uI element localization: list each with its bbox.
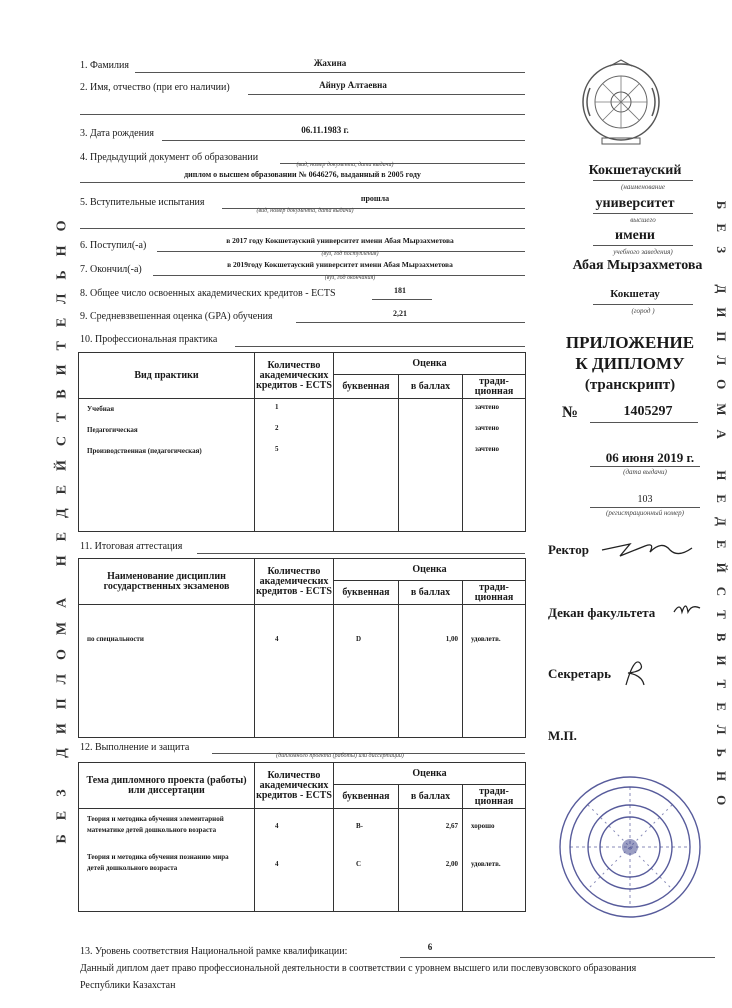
table-row: Учебная bbox=[87, 405, 115, 413]
mp-label: М.П. bbox=[548, 728, 577, 743]
entrance-value: прошла bbox=[360, 194, 390, 203]
doc-title-1: ПРИЛОЖЕНИЕ bbox=[565, 333, 695, 352]
credits-label: 8. Общее число освоенных академических кредитов - ECTS bbox=[80, 288, 336, 299]
thesis-title: 12. Выполнение и защита bbox=[80, 742, 190, 753]
rector-signature bbox=[600, 536, 695, 567]
practice-table: Вид практики Количество академических кредитов - ECTS Оценка буквенная в баллах тради-ционная Учебная Педагогическая Производственная (педагогическая) 1 2 5 зачтено зачтено зачтено bbox=[78, 352, 526, 532]
table-row: Теория и методика обучения познанию мира детей дошкольного возраста bbox=[87, 853, 229, 872]
university-name-3: имени bbox=[615, 228, 655, 243]
entrance-label: 5. Вступительные испытания bbox=[80, 197, 205, 208]
dean-label: Декан факультета bbox=[548, 605, 656, 620]
doc-title-3: (транскрипт) bbox=[584, 377, 676, 393]
vertical-warning-left: БЕЗ ДИПЛОМА НЕДЕЙСТВИТЕЛЬНО bbox=[54, 206, 69, 844]
practice-title: 10. Профессиональная практика bbox=[80, 334, 218, 345]
graduated-caption: (вуз, год окончания) bbox=[324, 275, 376, 281]
admitted-label: 6. Поступил(-а) bbox=[80, 240, 147, 251]
transcript-number: 1405297 bbox=[623, 404, 673, 419]
table-row: Теория и методика обучения элементарной математике детей дошкольного возраста bbox=[87, 815, 224, 834]
issue-date: 06 июня 2019 г. bbox=[605, 450, 695, 465]
entrance-caption: (вид, номер документа, дата выдачи) bbox=[256, 208, 354, 214]
footer-text-2: Республики Казахстан bbox=[80, 980, 176, 991]
dob-label: 3. Дата рождения bbox=[80, 128, 154, 139]
nrk-value: 6 bbox=[427, 942, 433, 952]
doc-title-2: К ДИПЛОМУ bbox=[575, 354, 685, 373]
rector-label: Ректор bbox=[548, 542, 589, 557]
thesis-caption: (дипломного проекта (работы) или диссертации) bbox=[276, 753, 404, 759]
prev-doc-value: диплом о высшем образовании № 0646276, выданный в 2005 году bbox=[184, 170, 421, 179]
credits-value: 181 bbox=[394, 286, 406, 295]
graduated-label: 7. Окончил(-а) bbox=[80, 264, 142, 275]
seal-stamp-icon bbox=[555, 772, 705, 922]
gpa-label: 9. Средневзвешенная оценка (GPA) обучения bbox=[80, 311, 273, 322]
graduated-value: в 2019году Кокшетауский университет имени Абая Мырзахметова bbox=[227, 260, 453, 269]
admitted-caption: (вуз, год поступления) bbox=[321, 251, 379, 257]
reg-number: 103 bbox=[637, 494, 653, 505]
vertical-warning-right: БЕЗ ДИПЛОМА НЕДЕЙСТВИТЕЛЬНО bbox=[714, 200, 729, 820]
footer-text: Данный диплом дает право профессиональной деятельности в соответствии с уровнем высшего или послевузовского образования bbox=[80, 963, 637, 974]
university-name-4: Абая Мырзахметова bbox=[572, 258, 703, 273]
surname-value: Жахина bbox=[313, 58, 347, 68]
number-sign: № bbox=[562, 404, 579, 421]
secretary-signature bbox=[620, 655, 650, 694]
table-row: по специальности bbox=[79, 605, 255, 738]
emblem-icon bbox=[580, 58, 662, 148]
name-label: 2. Имя, отчество (при его наличии) bbox=[80, 82, 230, 93]
prev-doc-label: 4. Предыдущий документ об образовании bbox=[80, 152, 259, 163]
admitted-value: в 2017 году Кокшетауский университет имени Абая Мырзахметова bbox=[226, 236, 454, 245]
final-title: 11. Итоговая аттестация bbox=[80, 541, 183, 552]
secretary-label: Секретарь bbox=[548, 666, 611, 681]
dob-value: 06.11.1983 г. bbox=[301, 125, 349, 135]
prev-doc-caption: (вид, номер документа, дата выдачи) bbox=[296, 162, 394, 168]
final-table: Наименование дисциплин государственных экзаменов Количество академических кредитов - ECTS Оценка буквенная в баллах тради-ционная по специальности 4 D 1,00 удовлетв. bbox=[78, 558, 526, 738]
gpa-value: 2,21 bbox=[393, 309, 407, 318]
table-row: Производственная (педагогическая) bbox=[87, 447, 202, 455]
name-value: Айнур Алтаевна bbox=[319, 80, 387, 90]
table-row: Педагогическая bbox=[87, 426, 138, 434]
thesis-table: Тема дипломного проекта (работы) или диссертации Количество академических кредитов - ECTS Оценка буквенная в баллах тради-ционная Теория и методика обучения элементарной математике детей дошкольного возраста Теория и методика обучения познанию мира детей дошкольного возраста 4 4 B- C 2,67 2,00 хорошо удовлетв. bbox=[78, 762, 526, 912]
university-name-2: университет bbox=[595, 196, 675, 211]
city: Кокшетау bbox=[610, 288, 660, 300]
nrk-label: 13. Уровень соответствия Национальной рамке квалификации: bbox=[80, 946, 348, 957]
surname-label: 1. Фамилия bbox=[80, 60, 129, 71]
university-name-1: Кокшетауский bbox=[588, 163, 682, 178]
dean-signature bbox=[672, 598, 702, 623]
